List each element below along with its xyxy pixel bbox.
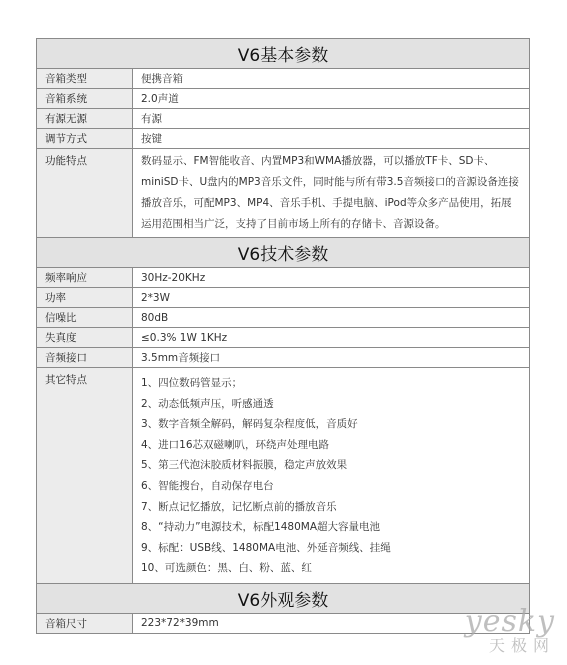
list-item: 4、进口16芯双磁喇叭，环绕声处理电路 xyxy=(141,438,330,451)
spec-value: 2.0声道 xyxy=(133,89,530,109)
spec-row xyxy=(37,308,530,328)
spec-row xyxy=(37,613,530,633)
spec-label: 音箱尺寸 xyxy=(37,613,133,633)
feature-list xyxy=(141,368,521,583)
spec-label: 频率响应 xyxy=(37,268,133,288)
spec-label: 有源无源 xyxy=(37,109,133,129)
spec-row xyxy=(37,69,530,89)
spec-value: 3.5mm音频接口 xyxy=(133,348,530,368)
section-header-basic xyxy=(37,39,530,69)
spec-value: 便携音箱 xyxy=(133,69,530,89)
spec-label: 音箱类型 xyxy=(37,69,133,89)
list-item: 3、数字音频全解码，解码复杂程度低，音质好 xyxy=(141,418,358,431)
section-title: V6基本参数 xyxy=(37,39,530,69)
spec-row xyxy=(37,348,530,368)
watermark-sub: 天极网 xyxy=(488,636,555,655)
spec-value: 按键 xyxy=(133,129,530,149)
spec-label: 音箱系统 xyxy=(37,89,133,109)
section-title: V6技术参数 xyxy=(37,238,530,268)
spec-row xyxy=(37,368,530,584)
feature-description: 数码显示、FM智能收音、内置MP3和WMA播放器，可以播放TF卡、SD卡、miniSD卡、U盘内的MP3音乐文件，同时能与所有带3.5音频接口的音源设备连接播放音乐，可配MP3、MP4、音乐手机、手提电脑、iPod等众多产品使用，拓展运用范围相当广泛，支持了目前市场上所有的存储卡、音源设备。 xyxy=(141,155,519,230)
spec-row xyxy=(37,89,530,109)
list-item: 8、“持动力”电源技术，标配1480MA超大容量电池 xyxy=(141,521,381,534)
list-item: 6、智能搜台，自动保存电台 xyxy=(141,479,274,492)
list-item: 1、四位数码管显示； xyxy=(141,377,243,389)
spec-row xyxy=(37,109,530,129)
section-header-appearance xyxy=(37,583,530,613)
section-header-technical xyxy=(37,238,530,268)
spec-row xyxy=(37,129,530,149)
spec-value xyxy=(133,368,530,584)
spec-value: 30Hz-20KHz xyxy=(133,268,530,288)
section-title: V6外观参数 xyxy=(37,583,530,613)
spec-value: 80dB xyxy=(133,308,530,328)
spec-label: 功能特点 xyxy=(37,149,133,238)
spec-value: ≤0.3% 1W 1KHz xyxy=(133,328,530,348)
spec-label: 音频接口 xyxy=(37,348,133,368)
spec-label: 失真度 xyxy=(37,328,133,348)
list-item: 5、第三代泡沫胶质材料振膜，稳定声放效果 xyxy=(141,459,348,472)
list-item: 10、可选颜色：黑、白、粉、蓝、红 xyxy=(141,562,312,575)
watermark-main: yesky xyxy=(464,604,555,639)
spec-label: 调节方式 xyxy=(37,129,133,149)
list-item: 9、标配：USB线、1480MA电池、外延音频线、挂绳 xyxy=(141,541,391,554)
spec-row xyxy=(37,288,530,308)
spec-value: 223*72*39mm xyxy=(133,613,530,633)
spec-value: 有源 xyxy=(133,109,530,129)
spec-value xyxy=(133,149,530,238)
watermark-logo xyxy=(464,604,555,655)
spec-label: 信噪比 xyxy=(37,308,133,328)
spec-value: 2*3W xyxy=(133,288,530,308)
spec-label: 其它特点 xyxy=(37,368,133,584)
spec-table xyxy=(36,38,530,634)
list-item: 7、断点记忆播放，记忆断点前的播放音乐 xyxy=(141,500,337,513)
list-item: 2、动态低频声压，听感通透 xyxy=(141,397,274,410)
spec-row xyxy=(37,268,530,288)
spec-row xyxy=(37,328,530,348)
spec-row xyxy=(37,149,530,238)
spec-label: 功率 xyxy=(37,288,133,308)
